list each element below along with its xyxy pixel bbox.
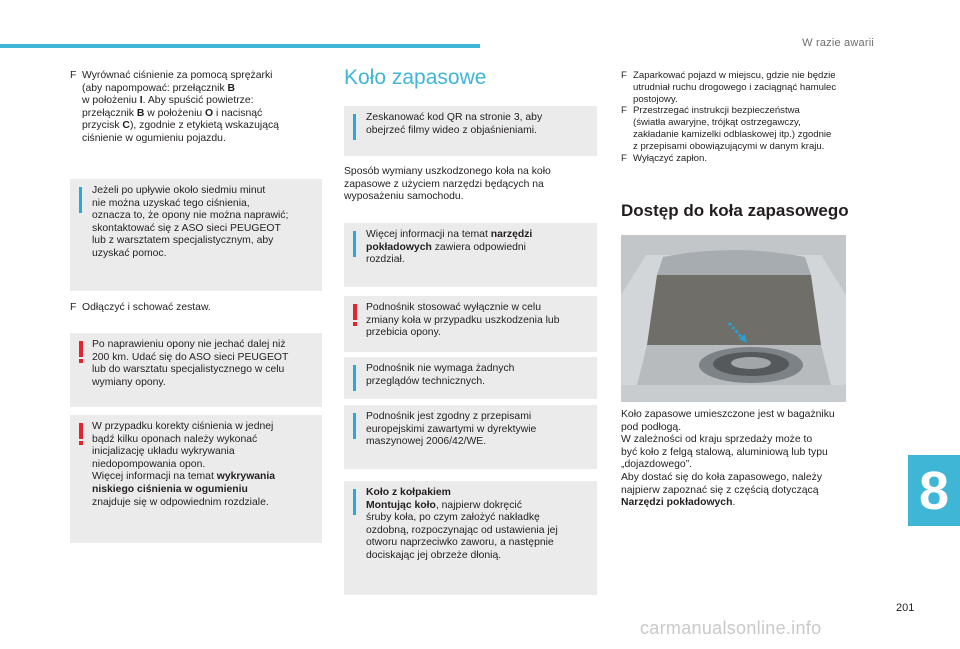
bullet-mark: F [70,302,77,313]
chapter-number: 8 [918,460,950,521]
info-box-wheel-hubcap [344,481,597,595]
text-line: Odłączyć i schować zestaw. [82,302,211,313]
text-line: dociskając jej obrzeże dłonią. [366,549,502,561]
info-icon [79,187,82,213]
emphasis-text: Montując koło [366,499,436,511]
position-label: I [139,95,143,107]
text-line: maszynowej 2006/42/WE. [366,436,487,448]
text-line: wyposażeniu samochodu. [344,191,464,203]
text-line: „dojazdowego”. [621,459,693,471]
switch-label: B [136,107,145,119]
bullet-mark: F [70,70,77,81]
text-line: śruby koła, po czym założyć nakładkę [366,512,540,524]
text-line: otworu naprzeciwko zaworu, a następnie [366,537,554,549]
text-line: (światła awaryjne, trójkąt ostrzegawczy, [633,117,801,129]
cross-reference: wykrywania [216,471,276,483]
text-line: W przypadku korekty ciśnienia w jednej [92,421,274,432]
text-line: Podnośnik nie wymaga żadnych [366,363,515,374]
warning-box-repair-distance [70,333,322,407]
text-line: , najpierw dokręcić [435,499,522,511]
text-line: i nacisnąć [213,107,263,119]
text-line: Zaparkować pojazd w miejscu, gdzie nie będzie [633,70,836,81]
text-line: przebicia opony. [366,327,441,339]
text-line: postojowy. [633,93,678,105]
info-icon [353,413,356,439]
text-line: Wyłączyć zapłon. [633,152,708,164]
warning-icon [353,304,357,320]
bullet-mark: F [621,152,627,164]
text-line: obejrzeć filmy wideo z objaśnieniami. [366,124,537,136]
text-line: Więcej informacji na temat [92,471,217,483]
page-number: 201 [896,602,915,614]
info-icon [353,231,356,257]
cross-reference: niskiego ciśnienia w ogumieniu [92,483,248,495]
watermark: carmanualsonline.info [640,618,822,638]
text-line: przycisk [82,120,123,132]
text-line: przełącznik [82,107,137,119]
info-box-onboard-tools [344,223,597,287]
text-line: znajduje się w odpowiednim rozdziale. [92,496,269,508]
info-icon [353,365,356,391]
info-box-qr-code [344,106,597,156]
position-label: O [205,107,214,119]
text-line: . [732,497,736,509]
text-line: oznacza to, że opony nie można naprawić; [92,210,289,222]
text-line: lub do warsztatu specjalistycznego w celu [92,364,285,376]
text-line: Jeżeli po upływie około siedmiu minut [92,185,266,196]
spare-wheel-description [621,409,891,510]
text-line: być koło z felgą stalową, aluminiową lub typu [621,446,828,458]
trunk-spare-wheel-illustration [621,235,846,402]
text-line: . Aby spuścić powietrze: [142,95,254,107]
text-line: ), zgodnie z etykietą wskazującą [129,120,279,132]
text-line: zmiany koła w przypadku uszkodzenia lub [366,314,560,326]
box-subtitle: Koło z kołpakiem [366,487,451,498]
warning-box-pressure-correction [70,415,322,543]
text-line: ozdobną, rozpoczynając od ustawienia jej [366,524,558,536]
text-line: inicjalizację układu wykrywania [92,446,235,458]
text-line: Wyrównać ciśnienie za pomocą sprężarki [82,70,273,81]
cross-reference: narzędzi [490,229,533,240]
switch-label: B [227,82,236,94]
text-line: w położeniu [82,95,140,107]
text-line: zapasowe z użyciem narzędzi będących na [344,178,544,190]
text-line: skontaktować się z ASO sieci PEUGEOT [92,222,281,234]
info-box-jack-maintenance [344,357,597,399]
bullet-list-safety [621,70,891,164]
text-line: (aby napompować: przełącznik [82,82,228,94]
text-line: w położeniu [144,107,206,119]
text-line: Zeskanować kod QR na stronie 3, aby [366,112,543,123]
text-line: Podnośnik jest zgodny z przepisami [366,411,532,422]
info-box-pressure-timeout [70,179,322,291]
text-line: bądź kilku oponach należy wykonać [92,433,258,445]
section-title-spare-wheel: Koło zapasowe [344,66,487,89]
text-line: przeglądów technicznych. [366,375,485,387]
text-line: europejskimi zawartymi w dyrektywie [366,423,537,435]
text-line: wymiany opony. [92,376,166,388]
text-line: Podnośnik stosować wyłącznie w celu [366,302,541,313]
text-line: Przestrzegać instrukcji bezpieczeństwa [633,105,800,117]
header-accent-bar [0,44,480,48]
cross-reference: pokładowych [366,241,432,253]
text-line: Więcej informacji na temat [366,229,491,240]
button-label: C [122,120,130,132]
warning-box-jack-use [344,296,597,352]
info-icon [353,114,356,140]
cross-reference: Narzędzi pokładowych [621,497,733,509]
info-box-jack-directive [344,405,597,469]
text-line: Koło zapasowe umieszczone jest w bagażniku [621,409,835,420]
text-line: ciśnienie w ogumieniu pojazdu. [82,132,226,144]
bullet-equalize-pressure [70,70,332,146]
text-line: Aby dostać się do koła zapasowego, należy [621,471,823,483]
text-line: W zależności od kraju sprzedaży może to [621,434,813,446]
text-line: nie można uzyskać tego ciśnienia, [92,197,250,209]
bullet-mark: F [621,105,627,117]
bullet-disconnect-kit [70,302,332,315]
text-line: 200 km. Udać się do ASO sieci PEUGEOT [92,351,289,363]
text-line: niedopompowania opon. [92,458,206,470]
text-line: zakładanie kamizelki odblaskowej itp.) zgodnie [633,128,832,140]
text-line: z przepisami obowiązującymi w danym kraju. [633,140,825,152]
text-line: utrudniał ruchu drogowego i zaciągnąć hamulec [633,81,837,93]
text-line: pod podłogą. [621,421,682,433]
text-line: uzyskać pomoc. [92,247,167,259]
text-line: najpierw zapoznać się z częścią dotyczącą [621,484,819,496]
warning-icon [79,341,83,357]
text-line: zawiera odpowiedni [431,241,526,253]
text-line: rozdział. [366,254,405,266]
chapter-tab [908,455,960,526]
text-line: Sposób wymiany uszkodzonego koła na koło [344,166,551,177]
text-line: lub z warsztatem specjalistycznym, aby [92,235,274,247]
section-title-spare-access: Dostęp do koła zapasowego [621,201,849,220]
intro-paragraph [344,166,604,204]
info-icon [353,489,356,515]
warning-icon [79,423,83,439]
text-line: Po naprawieniu opony nie jechać dalej niż [92,339,286,350]
bullet-mark: F [621,70,627,81]
page-header-title: W razie awarii [802,37,874,49]
